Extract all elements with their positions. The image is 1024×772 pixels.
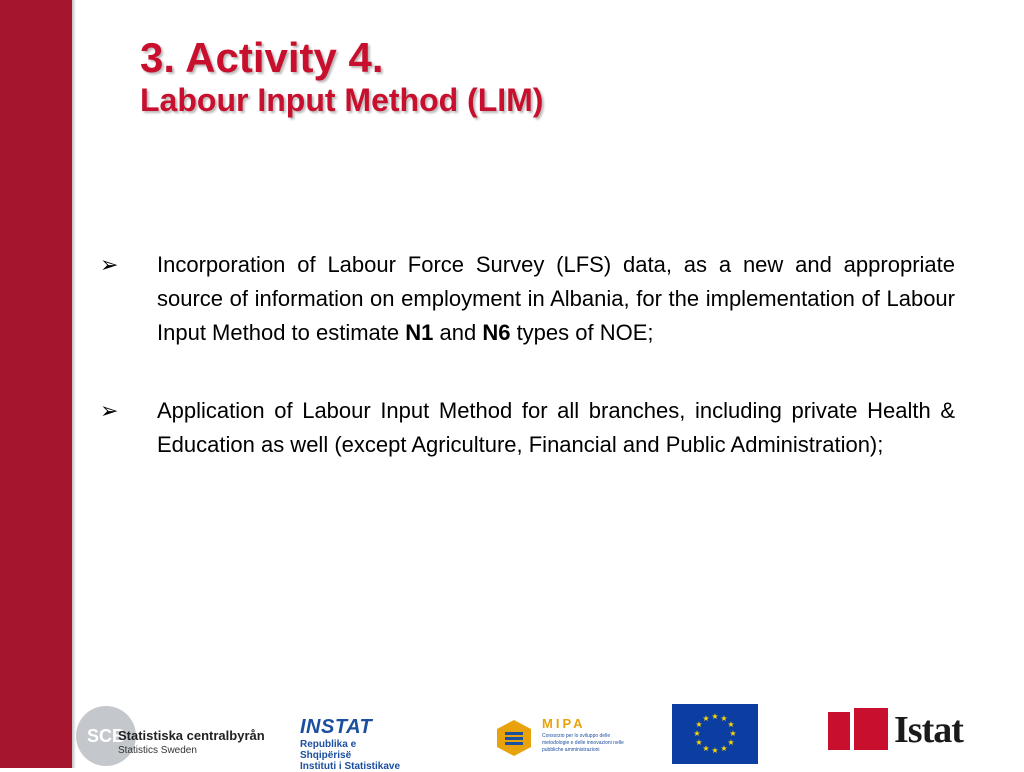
instat-line2: Instituti i Statistikave — [300, 761, 401, 772]
instat-name: INSTAT — [300, 716, 373, 738]
mipa-logo — [494, 716, 634, 760]
slide-title — [140, 34, 543, 119]
svg-text:★: ★ — [727, 720, 735, 729]
istat-name: Istat — [894, 709, 963, 751]
svg-text:★: ★ — [702, 714, 710, 723]
scb-logo — [76, 706, 276, 768]
bullet-1-text-part1: Incorporation of Labour Force Survey (LFS) data, as a new and appropriate source of information on employment in Albania, for the implementation of Labour Input Method to estimate — [157, 252, 955, 345]
mipa-hexagon-icon — [494, 718, 534, 758]
scb-subtitle: Statistics Sweden — [118, 745, 197, 756]
scb-mark-icon: SCB — [76, 706, 136, 766]
bullet-1-text — [157, 252, 955, 345]
scb-name: Statistiska centralbyrån — [118, 728, 265, 743]
bullet-1-bold-n1: N1 — [405, 320, 434, 345]
istat-logo — [828, 708, 978, 758]
svg-text:★: ★ — [695, 720, 703, 729]
slide-title-line1: 3. Activity 4. — [140, 34, 384, 81]
svg-text:★: ★ — [727, 738, 735, 747]
bullet-1-bold-n6: N6 — [482, 320, 511, 345]
slide-title-line2: Labour Input Method (LIM) — [140, 82, 544, 119]
instat-logo — [300, 716, 410, 772]
eu-flag-icon — [672, 704, 758, 764]
svg-text:★: ★ — [729, 729, 737, 738]
svg-text:★: ★ — [695, 738, 703, 747]
mipa-description: Consorzio per lo sviluppo delle metodologie e delle innovazioni nelle pubbliche amministrazioni — [542, 733, 624, 753]
istat-mark-icon — [828, 712, 850, 750]
bullet-item-2 — [100, 394, 955, 462]
svg-text:★: ★ — [693, 729, 701, 738]
svg-text:★: ★ — [702, 744, 710, 753]
arrow-bullet-icon: ➢ — [100, 252, 119, 277]
arrow-bullet-icon: ➢ — [100, 398, 119, 423]
svg-text:★: ★ — [720, 744, 728, 753]
eu-stars — [672, 704, 758, 764]
left-accent-shadow — [72, 0, 76, 768]
mipa-name: MIPA — [542, 716, 586, 731]
svg-text:★: ★ — [711, 712, 719, 721]
instat-line1: Republika e Shqipërisë — [300, 739, 357, 761]
bullet-item-1 — [100, 248, 955, 350]
bullet-2-text: Application of Labour Input Method for all branches, including private Health & Education as well (except Agriculture, Financial and Public Administration); — [157, 398, 955, 457]
bullet-1-text-part2: and — [433, 320, 483, 345]
bullet-1-text-part3: types of NOE; — [510, 320, 654, 345]
bullet-list — [100, 248, 955, 506]
svg-text:★: ★ — [711, 746, 719, 755]
left-accent-bar — [0, 0, 72, 768]
svg-text:★: ★ — [720, 714, 728, 723]
istat-mark-icon — [854, 708, 888, 750]
partner-logos — [72, 698, 1024, 772]
